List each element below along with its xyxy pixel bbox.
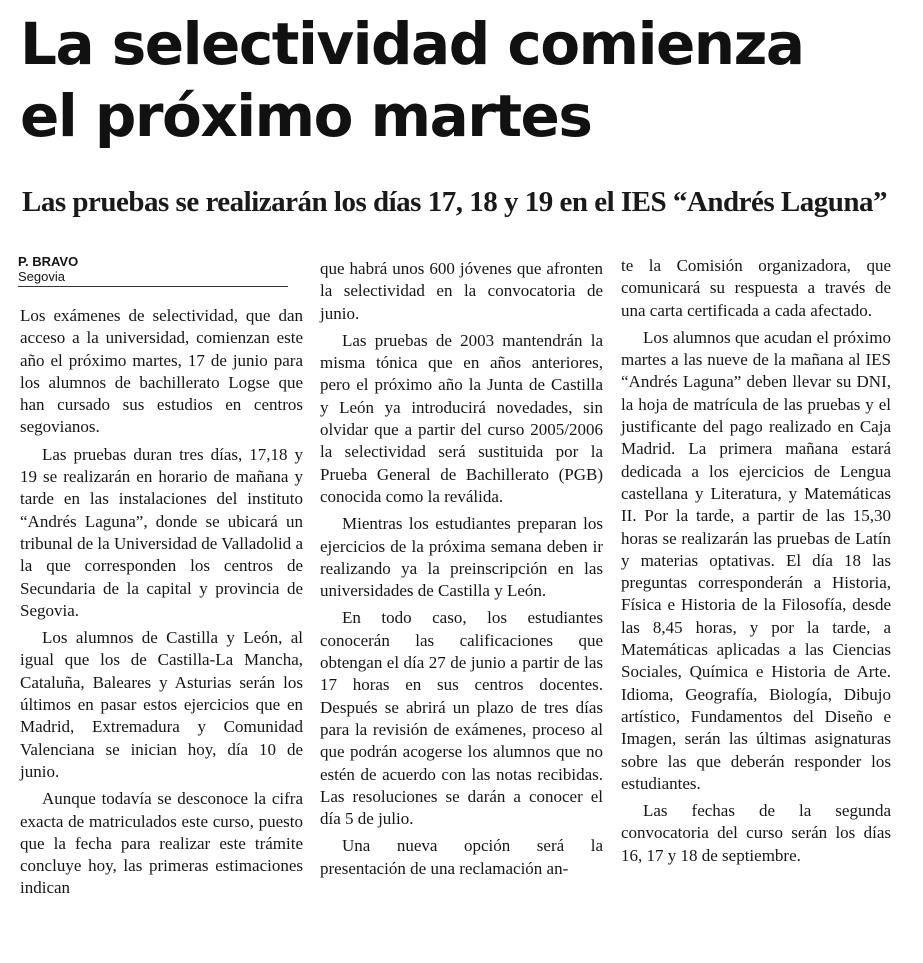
paragraph: Aunque todavía se desconoce la cifra exacta de matriculados este curso, puesto que la fecha para realizar este trámite concluye hoy, las primeras estimaciones indican: [20, 789, 303, 898]
paragraph: Las pruebas de 2003 mantendrán la misma tónica que en años anteriores, pero el próximo año la Junta de Castilla y León ya introducirá novedades, sin olvidar que a partir del curso 2005/2006 la selectividad será sustituida por la Prueba General de Bachillerato (PGB) conocida como la reválida.: [320, 330, 603, 506]
article-column-3: [621, 255, 891, 867]
paragraph: que habrá unos 600 jóvenes que afronten la selectividad en la convocatoria de junio.: [320, 259, 603, 323]
dateline-place: Segovia: [18, 269, 65, 284]
headline: [20, 8, 910, 152]
article-column-2: [320, 258, 603, 880]
paragraph: Los alumnos de Castilla y León, al igual que los de Castilla-La Mancha, Cataluña, Baleares y Asturias serán los últimos en pasar estos ejercicios que en Madrid, Extremadura y Comunidad Valenciana se inician hoy, día 10 de junio.: [20, 628, 303, 781]
paragraph: Los alumnos que acudan el próximo martes a las nueve de la mañana al IES “Andrés Laguna” deben llevar su DNI, la hoja de matrícula de las pruebas y el justificante del pago realizado en Caja Madrid. La primera mañana estará dedicada a los ejercicios de Lengua castellana y Literatura, y Matemáticas II. Por la tarde, a partir de las 15,30 horas se realizarán las pruebas de Latín y materias optativas. El día 18 las preguntas corresponderán a Historia, Física e Historia de la Filosofía, desde las 8,45 horas, y por la tarde, a Matemáticas aplicadas a las Ciencias Sociales, Química e Historia de Arte. Idioma, Geografía, Biología, Dibujo artístico, Fundamentos del Diseño e Imagen, serán las últimas asignaturas sobre las que deberán responder los estudiantes.: [621, 327, 891, 793]
paragraph: Las fechas de la segunda convocatoria del curso serán los días 16, 17 y 18 de septiembre.: [621, 801, 891, 865]
author-name: P. BRAVO: [18, 254, 79, 269]
byline: [18, 254, 288, 287]
headline-line-1: La selectividad comienza: [20, 10, 804, 78]
headline-line-2: el próximo martes: [20, 82, 592, 150]
paragraph: Las pruebas duran tres días, 17,18 y 19 se realizarán en horario de mañana y tarde en las instalaciones del instituto “Andrés Laguna”, donde se ubicará un tribunal de la Universidad de Valladolid a la que corresponden los centros de Secundaria de la capital y provincia de Segovia.: [20, 444, 303, 620]
paragraph: Mientras los estudiantes preparan los ejercicios de la próxima semana deben ir realizando ya la preinscripción en las universidades de Castilla y León.: [320, 514, 603, 601]
subtitle: Las pruebas se realizarán los días 17, 18 y 19 en el IES “Andrés Laguna”: [22, 186, 887, 218]
paragraph: Una nueva opción será la presentación de una reclamación an-: [320, 836, 603, 878]
paragraph: te la Comisión organizadora, que comunicará su respuesta a través de una carta certificada a cada afectado.: [621, 256, 891, 320]
article-column-1: [20, 305, 303, 900]
paragraph: En todo caso, los estudiantes conocerán las calificaciones que obtengan el día 27 de junio a partir de las 17 horas en sus centros docentes. Después se abrirá un plazo de tres días para la revisión de exámenes, proceso al que podrán acogerse los alumnos que no estén de acuerdo con las notas recibidas. Las resoluciones se darán a conocer el día 5 de julio.: [320, 608, 603, 829]
paragraph: Los exámenes de selectividad, que dan acceso a la universidad, comienzan este año el próximo martes, 17 de junio para los alumnos de bachillerato Logse que han cursado sus estudios en centros segovianos.: [20, 306, 303, 437]
